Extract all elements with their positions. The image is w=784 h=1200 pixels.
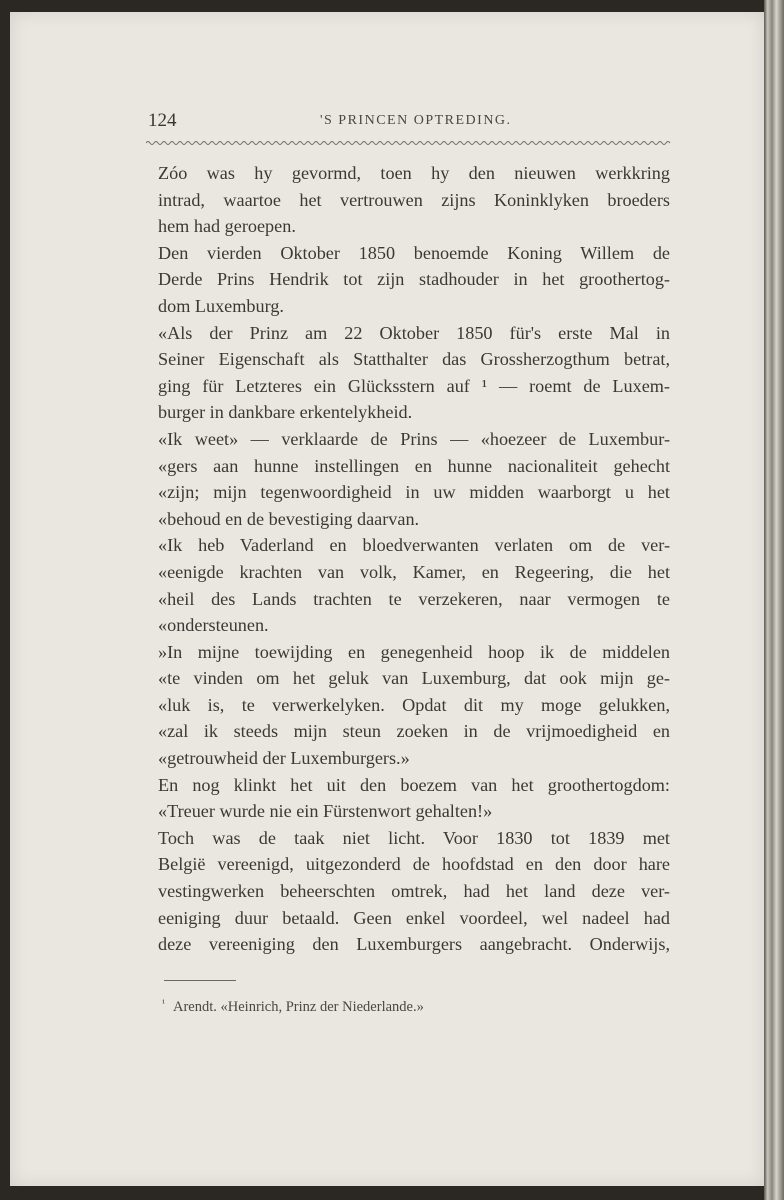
text-line: hem had geroepen.: [158, 216, 296, 237]
text-line: «Ik weet» — verklaarde de Prins — «hoezeer de Luxembur-: [158, 428, 670, 449]
text-line: eeniging duur betaald. Geen enkel voordeel, wel nadeel had: [158, 907, 670, 928]
text-line: «Treuer wurde nie ein Fürstenwort gehalten!»: [158, 801, 493, 822]
text-line: België vereenigd, uitgezonderd de hoofdstad en den door hare: [158, 854, 670, 875]
text-line: «luk is, te verwerkelyken. Opdat dit my moge gelukken,: [158, 694, 670, 715]
text-line: «te vinden om het geluk van Luxemburg, dat ook mijn ge-: [158, 668, 670, 689]
footnote: [162, 998, 424, 1016]
page-header: [148, 110, 670, 134]
paragraph: [158, 532, 670, 638]
text-line: «heil des Lands trachten te verzekeren, naar vermogen te: [158, 588, 670, 609]
footnote-text: Arendt. «Heinrich, Prinz der Niederlande.»: [173, 999, 424, 1015]
text-line: «eenigde krachten van volk, Kamer, en Regeering, die het: [158, 561, 670, 582]
paragraph: [158, 426, 670, 532]
body-text: [158, 160, 670, 958]
text-line: Zóo was hy gevormd, toen hy den nieuwen werkkring: [158, 163, 670, 183]
text-line: intrad, waartoe het vertrouwen zijns Koninklyken broeders: [158, 189, 670, 210]
text-line: En nog klinkt het uit den boezem van het groothertogdom:: [158, 774, 670, 795]
text-line: «zal ik steeds mijn steun zoeken in de vrijmoedigheid en: [158, 721, 670, 742]
paragraph: [158, 772, 670, 825]
text-line: «Als der Prinz am 22 Oktober 1850 für's erste Mal in: [158, 322, 670, 343]
text-line: vestingwerken beheerschten omtrek, had het land deze ver-: [158, 881, 670, 902]
text-line: «gers aan hunne instellingen en hunne nacionaliteit gehecht: [158, 455, 670, 476]
footnote-marker: ¹: [162, 998, 165, 1009]
text-line: «zijn; mijn tegenwoordigheid in uw midden waarborgt u het: [158, 482, 670, 503]
text-line: ging für Letzteres ein Glücksstern auf ¹ — roemt de Luxem-: [158, 375, 670, 396]
text-line: Toch was de taak niet licht. Voor 1830 tot 1839 met: [158, 827, 670, 848]
paragraph: [158, 639, 670, 772]
book-gutter-edge: [764, 0, 784, 1200]
text-line: «behoud en de bevestiging daarvan.: [158, 508, 420, 529]
text-line: «getrouwheid der Luxemburgers.»: [158, 748, 410, 769]
paragraph: [158, 320, 670, 426]
footnote-divider: [164, 980, 236, 981]
paragraph: [158, 825, 670, 958]
page-number: 124: [148, 110, 177, 131]
running-head: 'S PRINCEN OPTREDING.: [320, 113, 512, 128]
text-line: dom Luxemburg.: [158, 295, 284, 316]
text-line: Derde Prins Hendrik tot zijn stadhouder in het groothertog-: [158, 269, 670, 290]
text-line: Den vierden Oktober 1850 benoemde Koning Willem de: [158, 242, 670, 263]
text-line: «ondersteunen.: [158, 615, 269, 636]
text-line: «Ik heb Vaderland en bloedverwanten verlaten om de ver-: [158, 535, 670, 556]
header-wavy-rule: [146, 140, 672, 146]
text-line: »In mijne toewijding en genegenheid hoop ik de middelen: [158, 641, 670, 662]
paragraph: [158, 160, 670, 240]
text-line: burger in dankbare erkentelykheid.: [158, 402, 413, 423]
paragraph: [158, 240, 670, 320]
text-line: Seiner Eigenschaft als Statthalter das Grossherzogthum betrat,: [158, 349, 670, 370]
text-line: deze vereeniging den Luxemburgers aangebracht. Onderwijs,: [158, 934, 670, 955]
